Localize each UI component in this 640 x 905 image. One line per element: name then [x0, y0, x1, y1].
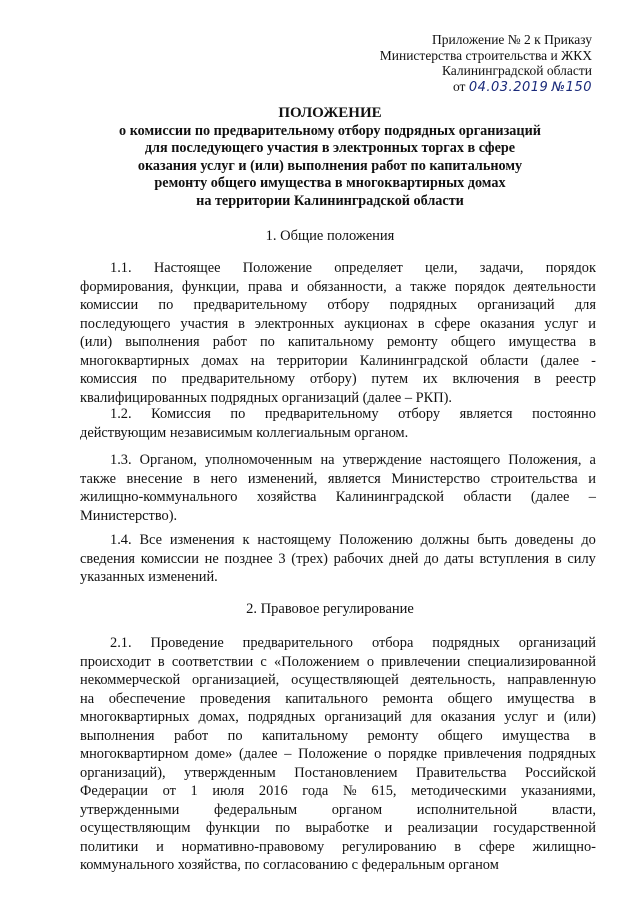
word: о	[374, 746, 382, 762]
word: 2.1.	[110, 635, 132, 651]
word: регулированию	[341, 838, 437, 855]
word: хозяйства,	[174, 857, 241, 873]
word: силу	[567, 550, 596, 567]
paragraph-line	[80, 550, 596, 569]
word: до	[581, 532, 596, 548]
paragraph-line	[80, 819, 596, 838]
word: порядке	[387, 746, 438, 762]
word: подрядных	[389, 297, 458, 313]
word: соответствии	[171, 653, 254, 670]
word: РКП).	[412, 389, 453, 406]
word: ремонту	[367, 727, 419, 744]
word: 1.1.	[110, 260, 132, 276]
word: дней	[389, 550, 419, 567]
word: федеральным	[213, 801, 298, 818]
paragraph-line	[80, 764, 596, 783]
word: 1.3.	[110, 452, 132, 468]
word: Министерство	[391, 470, 481, 487]
word: по	[230, 406, 246, 422]
word: деятельность,	[410, 672, 496, 688]
word: в	[554, 550, 562, 567]
word: привлечения	[443, 746, 522, 762]
word: сфере	[434, 315, 471, 332]
word: исполнительной	[416, 801, 518, 818]
word: 3	[278, 550, 286, 567]
word: услуг	[544, 315, 579, 332]
word: быть	[477, 532, 508, 548]
word: последующего	[80, 315, 171, 332]
word: Положению	[339, 532, 413, 548]
word: утвержденным	[184, 764, 276, 781]
word: Калининградской	[335, 489, 444, 505]
word: и	[384, 820, 393, 836]
word: в	[238, 315, 245, 332]
word: (далее	[540, 352, 579, 369]
word: направленную	[507, 672, 596, 688]
word: порядок	[454, 278, 505, 295]
paragraph-line	[80, 315, 596, 334]
word: не	[204, 550, 219, 567]
paragraph-line	[80, 405, 596, 424]
word: хозяйства	[256, 489, 317, 505]
word: по	[158, 297, 174, 313]
word: уполномоченным	[204, 452, 313, 468]
section-2-heading: 2. Правовое регулирование	[246, 601, 414, 617]
word: услуг	[504, 709, 539, 725]
word: и	[156, 838, 164, 855]
word: для	[410, 709, 432, 725]
word: на	[320, 452, 335, 468]
word: методическими	[411, 783, 507, 799]
word: о	[366, 653, 375, 670]
word: -	[591, 352, 596, 369]
word: строительства	[490, 470, 578, 487]
paragraph-line	[80, 671, 596, 690]
paragraph-line	[80, 451, 596, 470]
word: Постановлением	[294, 764, 398, 781]
word: в	[589, 334, 596, 350]
word: общего	[450, 334, 496, 350]
word: включения	[452, 371, 520, 387]
word: Федерации	[80, 783, 148, 799]
word: имущества	[502, 727, 570, 744]
header-line-4	[342, 79, 592, 96]
word: оказания	[480, 315, 535, 332]
word: настоящему	[257, 532, 332, 548]
word: власти,	[551, 801, 596, 818]
word: электронных	[254, 315, 335, 332]
word: Положения,	[508, 452, 582, 468]
paragraph-1-4	[80, 531, 596, 587]
word: подрядных	[207, 389, 279, 406]
word: деятельности	[513, 278, 596, 295]
word: организацией,	[192, 672, 280, 688]
word: сфере	[478, 838, 515, 855]
word: и	[290, 278, 299, 295]
word: организаций	[477, 297, 555, 313]
paragraph-line	[80, 370, 596, 389]
word: реализации	[407, 820, 478, 836]
word: отбору)	[309, 371, 357, 387]
paragraph-line	[80, 838, 596, 857]
word: коммунального	[80, 857, 175, 873]
paragraph-line	[80, 801, 596, 820]
paragraph-1-1	[80, 259, 596, 407]
word: функции	[205, 820, 260, 836]
word: осуществляющей	[291, 672, 399, 688]
title-line: на территории Калининградской области	[196, 192, 464, 209]
word: предварительного	[242, 635, 354, 651]
word: Комиссия	[151, 406, 211, 422]
paragraph-line	[80, 296, 596, 315]
handwritten-date: 04.03.2019	[468, 79, 549, 95]
paragraph-line	[80, 488, 596, 507]
header-line-1: Приложение № 2 к Приказу	[431, 32, 592, 47]
word: Правительства	[415, 764, 507, 781]
word: органом	[331, 801, 383, 818]
word: вступления	[479, 550, 550, 567]
word: квалифицированных	[80, 389, 208, 406]
paragraph-line	[80, 690, 596, 709]
word: 1.2.	[110, 406, 132, 422]
document-title	[70, 105, 590, 210]
word: него	[210, 470, 238, 487]
word: области	[463, 489, 512, 505]
word: путем	[371, 371, 409, 387]
word: (трех)	[291, 550, 328, 567]
word: доме»	[195, 746, 233, 762]
paragraph-line	[80, 568, 596, 587]
word: осуществляющим	[80, 820, 191, 836]
appendix-header	[342, 32, 592, 95]
word: на	[250, 352, 265, 369]
word: в	[454, 838, 462, 855]
title-heading: ПОЛОЖЕНИЕ	[278, 105, 382, 121]
word: утвержденными	[80, 801, 180, 818]
word: (далее	[359, 389, 402, 406]
word: отбору	[398, 406, 441, 422]
title-line: о комиссии по предварительному отбору подрядных организаций	[119, 122, 541, 139]
word: определяет	[334, 260, 403, 276]
word: в	[589, 727, 596, 744]
word: привлечении	[381, 653, 461, 670]
word: подрядных	[247, 709, 316, 725]
paragraph-line	[80, 352, 596, 371]
paragraph-line	[80, 708, 596, 727]
word: порядок	[545, 260, 596, 276]
word: права	[247, 278, 283, 295]
word: предварительному	[193, 297, 308, 313]
word: отбора	[371, 635, 414, 651]
word: действующим	[80, 424, 167, 441]
word: 2016	[258, 783, 288, 799]
word: работ	[212, 334, 247, 350]
word: с	[260, 653, 267, 670]
word: –	[401, 389, 413, 406]
word: многоквартирном	[80, 746, 189, 762]
word: проведения	[199, 690, 271, 707]
word: а	[589, 452, 596, 468]
word: изменения	[169, 532, 235, 548]
word: 1.4.	[110, 532, 132, 548]
word: домах	[201, 352, 239, 369]
word: имущества	[508, 334, 577, 350]
word: федеральным	[358, 857, 445, 873]
word: указаниями,	[521, 783, 596, 799]
word: подрядных	[528, 746, 596, 762]
word: в	[534, 371, 541, 387]
section-1-heading: 1. Общие положения	[265, 228, 395, 244]
paragraph-line	[80, 531, 596, 550]
word: также	[80, 470, 116, 487]
paragraph-line	[80, 259, 596, 278]
word: к	[242, 532, 250, 548]
paragraph-line	[80, 333, 596, 352]
word: по	[227, 727, 243, 744]
word: и	[588, 470, 596, 487]
word: территории	[276, 352, 348, 369]
word: доведены	[514, 532, 574, 548]
word: организаций),	[80, 764, 166, 781]
paragraph-line	[80, 470, 596, 489]
word: –	[284, 746, 292, 762]
word: предварительному	[181, 371, 296, 387]
word: по	[275, 820, 291, 836]
word: в	[193, 470, 200, 487]
word: на	[80, 690, 95, 707]
word: цели,	[424, 260, 458, 276]
word: утверждение	[342, 452, 422, 468]
word: 615,	[371, 783, 397, 799]
word: многоквартирных	[80, 709, 190, 725]
paragraph-line	[80, 424, 596, 443]
word: выполнения	[125, 334, 200, 350]
word: является	[327, 470, 381, 487]
word: коллегиальным	[252, 424, 351, 441]
word: органом	[444, 857, 499, 873]
word: оказания	[440, 709, 496, 725]
word: обеспечение	[108, 690, 186, 707]
word: Настоящее	[153, 260, 221, 276]
word: происходит	[80, 653, 151, 670]
word: по	[259, 334, 275, 350]
word: «Положением	[274, 653, 360, 670]
paragraph-line	[80, 507, 596, 526]
word: Калининградской	[359, 352, 468, 369]
word: комиссии	[80, 297, 139, 313]
word: общего	[437, 727, 483, 744]
word: независимым	[166, 424, 253, 441]
word: жилищно-	[532, 838, 596, 855]
word: Положение	[242, 260, 313, 276]
word: (или)	[80, 334, 113, 350]
word: капитальному	[287, 334, 374, 350]
word: выработке	[305, 820, 370, 836]
word: Проведение	[150, 635, 224, 651]
word: обязанности,	[306, 278, 387, 295]
word: имущества	[507, 690, 575, 707]
word: по	[240, 857, 260, 873]
word: постоянно	[532, 406, 596, 422]
word: организаций	[518, 635, 596, 651]
word: Все	[139, 532, 162, 548]
word: функции,	[181, 278, 240, 295]
word: изменений,	[247, 470, 318, 487]
paragraph-line	[80, 278, 596, 297]
word: (далее	[238, 746, 278, 762]
word: до	[424, 550, 439, 567]
word: –	[588, 489, 596, 505]
word: задачи,	[479, 260, 524, 276]
paragraph-1-2	[80, 405, 596, 442]
paragraph-line	[80, 653, 596, 672]
word: выполнения	[80, 727, 155, 744]
paragraph-line	[80, 745, 596, 764]
word: является	[459, 406, 513, 422]
word: внесение	[126, 470, 183, 487]
title-line: для последующего участия в электронных торгах в сфере	[144, 140, 516, 156]
word: комиссия	[80, 371, 138, 387]
word: организаций	[324, 709, 402, 725]
word: и	[588, 315, 596, 332]
word: в	[589, 690, 596, 707]
word: комиссии	[140, 550, 199, 567]
paragraph-2-1	[80, 634, 596, 875]
word: капитального	[285, 690, 368, 707]
word: (или)	[563, 709, 596, 725]
word: также	[410, 278, 447, 295]
word: а	[395, 278, 402, 295]
word: по	[151, 371, 167, 387]
word: рабочих	[333, 550, 384, 567]
word: их	[422, 371, 438, 387]
word: реестр	[555, 371, 596, 387]
handwritten-number: №150	[551, 79, 592, 95]
word: позднее	[224, 550, 273, 567]
word: организаций	[278, 389, 360, 406]
word: от	[162, 783, 176, 799]
word: в	[417, 315, 425, 332]
paragraph-line	[80, 727, 596, 746]
word: нормативно-правовому	[181, 838, 325, 855]
paragraph-line	[80, 856, 596, 875]
word: (далее	[530, 489, 570, 505]
word: области	[480, 352, 529, 369]
word: года	[302, 783, 329, 799]
word: многоквартирных	[80, 352, 190, 369]
word: июля	[212, 783, 245, 799]
word: в	[157, 653, 165, 670]
word: некоммерческой	[80, 672, 181, 688]
word: согласованию	[259, 857, 349, 873]
word: предварительному	[264, 406, 379, 422]
word: 1	[190, 783, 198, 799]
word: подрядных	[432, 635, 500, 651]
word: ремонту	[386, 334, 438, 350]
word: капитальному	[262, 727, 349, 744]
paragraph-line	[80, 634, 596, 653]
word: политики	[80, 838, 139, 855]
word: Положение	[298, 746, 368, 762]
word: органом.	[350, 424, 409, 441]
word: с	[348, 857, 359, 873]
word: должны	[420, 532, 470, 548]
word: и	[547, 709, 555, 725]
header-date-prefix: от	[452, 78, 466, 94]
word: Органом,	[139, 452, 197, 468]
word: указанных	[80, 569, 145, 585]
word: №	[342, 783, 357, 799]
word: государственной	[493, 820, 596, 836]
word: работ	[173, 727, 209, 744]
word: формирования,	[80, 278, 174, 295]
word: Министерство).	[80, 507, 178, 524]
word: настоящего	[429, 452, 501, 468]
word: Российской	[525, 764, 596, 781]
word: для	[574, 297, 596, 313]
word: отбору	[327, 297, 370, 313]
word: специализированной	[467, 653, 596, 670]
paragraph-line	[80, 782, 596, 801]
word: аукционах	[344, 315, 408, 332]
word: сведения	[80, 550, 136, 567]
title-line: ремонту общего имущества в многоквартирных домах	[154, 175, 506, 191]
word: жилищно-коммунального	[80, 489, 238, 505]
word: участия	[180, 315, 229, 332]
title-line: оказания услуг и (или) выполнения работ по капитальному	[137, 157, 523, 174]
word: изменений.	[144, 569, 218, 585]
header-line-2: Министерства строительства и ЖКХ	[379, 47, 592, 63]
word: общего	[447, 690, 493, 707]
word: ремонта	[382, 690, 434, 707]
word: домах,	[198, 709, 239, 725]
word: даты	[444, 550, 474, 567]
paragraph-1-3	[80, 451, 596, 525]
header-line-3: Калининградской области	[441, 63, 592, 78]
